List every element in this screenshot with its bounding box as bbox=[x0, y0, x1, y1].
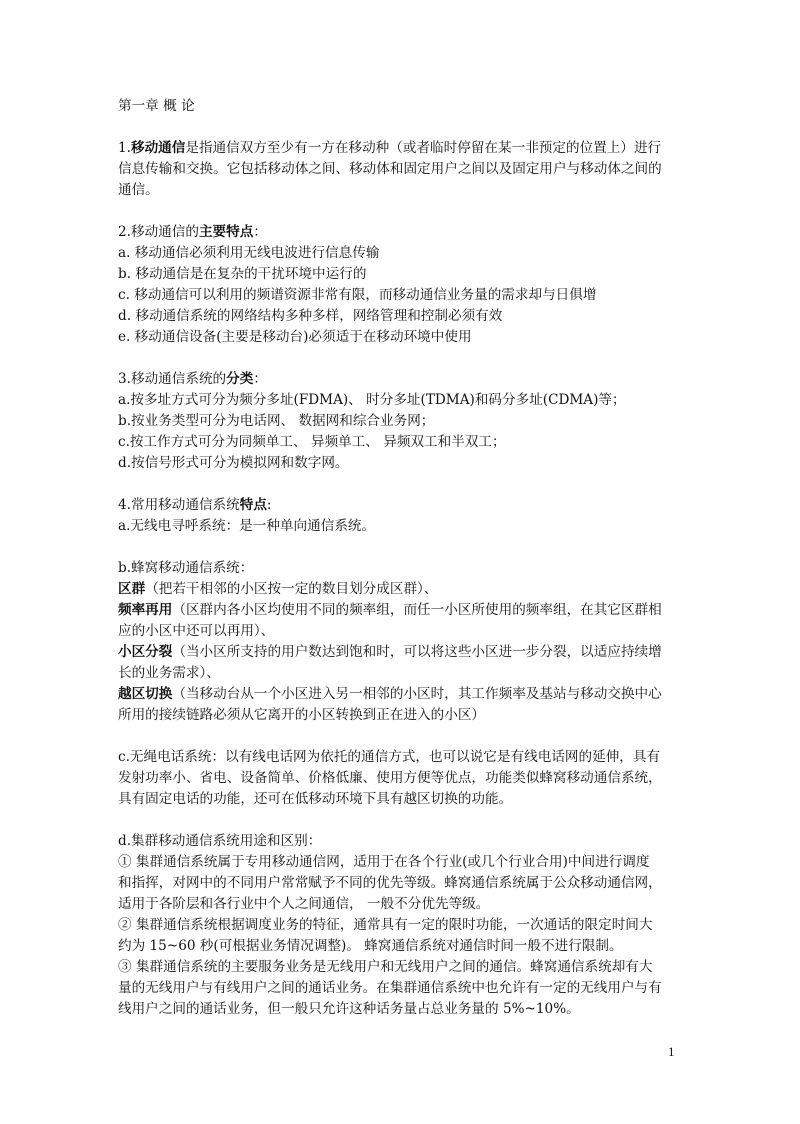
cordless-phone-text: 发射功率小、省电、设备简单、价格低廉、使用方便等优点，功能类似蜂窝移动通信系统， bbox=[118, 770, 662, 786]
paging-system-text: a.无线电寻呼系统：是一种单向通信系统。 bbox=[118, 518, 376, 534]
section-3-heading: 3.移动通信系统的分类： bbox=[118, 371, 267, 387]
section-3 bbox=[118, 369, 688, 474]
page-number: 1 bbox=[668, 1044, 675, 1059]
section-1-text: 是指通信双方至少有一方在移动种（或者临时停留在某一非预定的位置上）进行 bbox=[185, 140, 662, 156]
section-1-line: 信息传输和交换。它包括移动体之间、移动体和固定用户之间以及固定用户与移动体之间的 bbox=[118, 161, 662, 177]
trunking-system-title: d.集群移动通信系统用途和区别： bbox=[118, 833, 322, 849]
term-handoff: 越区切换 bbox=[118, 686, 173, 702]
section-2-heading: 2.移动通信的主要特点： bbox=[118, 224, 267, 240]
section-2 bbox=[118, 222, 688, 348]
list-item: d. 移动通信系统的网络结构多种多样，网络管理和控制必须有效 bbox=[118, 308, 503, 324]
term-frequency-reuse: 频率再用 bbox=[118, 602, 173, 618]
trunking-text: ② 集群通信系统根据调度业务的特征，通常具有一定的限时功能，一次通话的限定时间大 bbox=[118, 917, 653, 933]
cellular-system-title: b.蜂窝移动通信系统： bbox=[118, 560, 254, 576]
section-4-heading: 4.常用移动通信系统特点: bbox=[118, 497, 272, 513]
list-item: b.按业务类型可分为电话网、 数据网和综合业务网； bbox=[118, 413, 435, 429]
list-item: a. 移动通信必须利用无线电波进行信息传输 bbox=[118, 245, 380, 261]
frequency-reuse-continued: 应的小区中还可以再用）、 bbox=[118, 623, 275, 639]
trunking-text: 和指挥，对网中的不同用户常常赋予不同的优先等级。蜂窝通信系统属于公众移动通信网， bbox=[118, 875, 662, 891]
section-1-line: 通信。 bbox=[118, 182, 159, 198]
section-1-number: 1. bbox=[118, 140, 131, 156]
term-cluster: 区群 bbox=[118, 581, 146, 597]
list-item: a.按多址方式可分为频分多址(FDMA)、 时分多址(TDMA)和码分多址(CDMA)等； bbox=[118, 392, 626, 408]
cordless-phone-text: c.无绳电话系统：以有线电话网为依托的通信方式，也可以说它是有线电话网的延伸，具有 bbox=[118, 749, 661, 765]
cordless-phone-text: 具有固定电话的功能，还可在低移动环境下具有越区切换的功能。 bbox=[118, 791, 513, 807]
term-cell-splitting: 小区分裂 bbox=[118, 644, 173, 660]
list-item: c.按工作方式可分为同频单工、 异频单工、 异频双工和半双工； bbox=[118, 434, 506, 450]
cluster-item: 区群（把若干相邻的小区按一定的数目划分成区群）、 bbox=[118, 581, 438, 597]
trunking-text: ① 集群通信系统属于专用移动通信网，适用于在各个行业(或几个行业合用)中间进行调度 bbox=[118, 854, 650, 870]
list-item: d.按信号形式可分为模拟网和数字网。 bbox=[118, 455, 349, 471]
term-mobile-communication: 移动通信 bbox=[130, 140, 186, 156]
section-1 bbox=[118, 138, 688, 201]
trunking-text: 线用户之间的通话业务，但一般只允许这种话务量占总业务量的 5%~10%。 bbox=[118, 1001, 580, 1017]
trunking-text: 量的无线用户与有线用户之间的通话业务。在集群通信系统中也允许有一定的无线用户与有 bbox=[118, 980, 662, 996]
list-item: c. 移动通信可以利用的频谱资源非常有限，而移动通信业务量的需求却与日俱增 bbox=[118, 287, 597, 303]
cell-splitting-item: 小区分裂（当小区所支持的用户数达到饱和时，可以将这些小区进一步分裂，以适应持续增 bbox=[118, 644, 662, 660]
trunking-text: 约为 15~60 秒(可根据业务情况调整)。 蜂窝通信系统对通信时间一般不进行限制。 bbox=[118, 938, 623, 954]
chapter-title: 第一章 概 论 bbox=[118, 98, 195, 114]
cell-splitting-continued: 长的业务需求）、 bbox=[118, 665, 220, 681]
handoff-continued: 所用的接续链路必须从它离开的小区转换到正在进入的小区） bbox=[118, 707, 486, 723]
frequency-reuse-item: 频率再用（区群内各小区均使用不同的频率组，而任一小区所使用的频率组，在其它区群相 bbox=[118, 602, 662, 618]
trunking-text: ③ 集群通信系统的主要服务业务是无线用户和无线用户之间的通信。蜂窝通信系统却有大 bbox=[118, 959, 653, 975]
document-body bbox=[118, 96, 688, 1020]
handoff-item: 越区切换（当移动台从一个小区进入另一相邻的小区时，其工作频率及基站与移动交换中心 bbox=[118, 686, 662, 702]
list-item: e. 移动通信设备(主要是移动台)必须适于在移动环境中使用 bbox=[118, 329, 472, 345]
section-4 bbox=[118, 495, 688, 1020]
trunking-text: 适用于各阶层和各行业中个人之间通信， 一般不分优先等级。 bbox=[118, 896, 490, 912]
list-item: b. 移动通信是在复杂的干扰环境中运行的 bbox=[118, 266, 367, 282]
